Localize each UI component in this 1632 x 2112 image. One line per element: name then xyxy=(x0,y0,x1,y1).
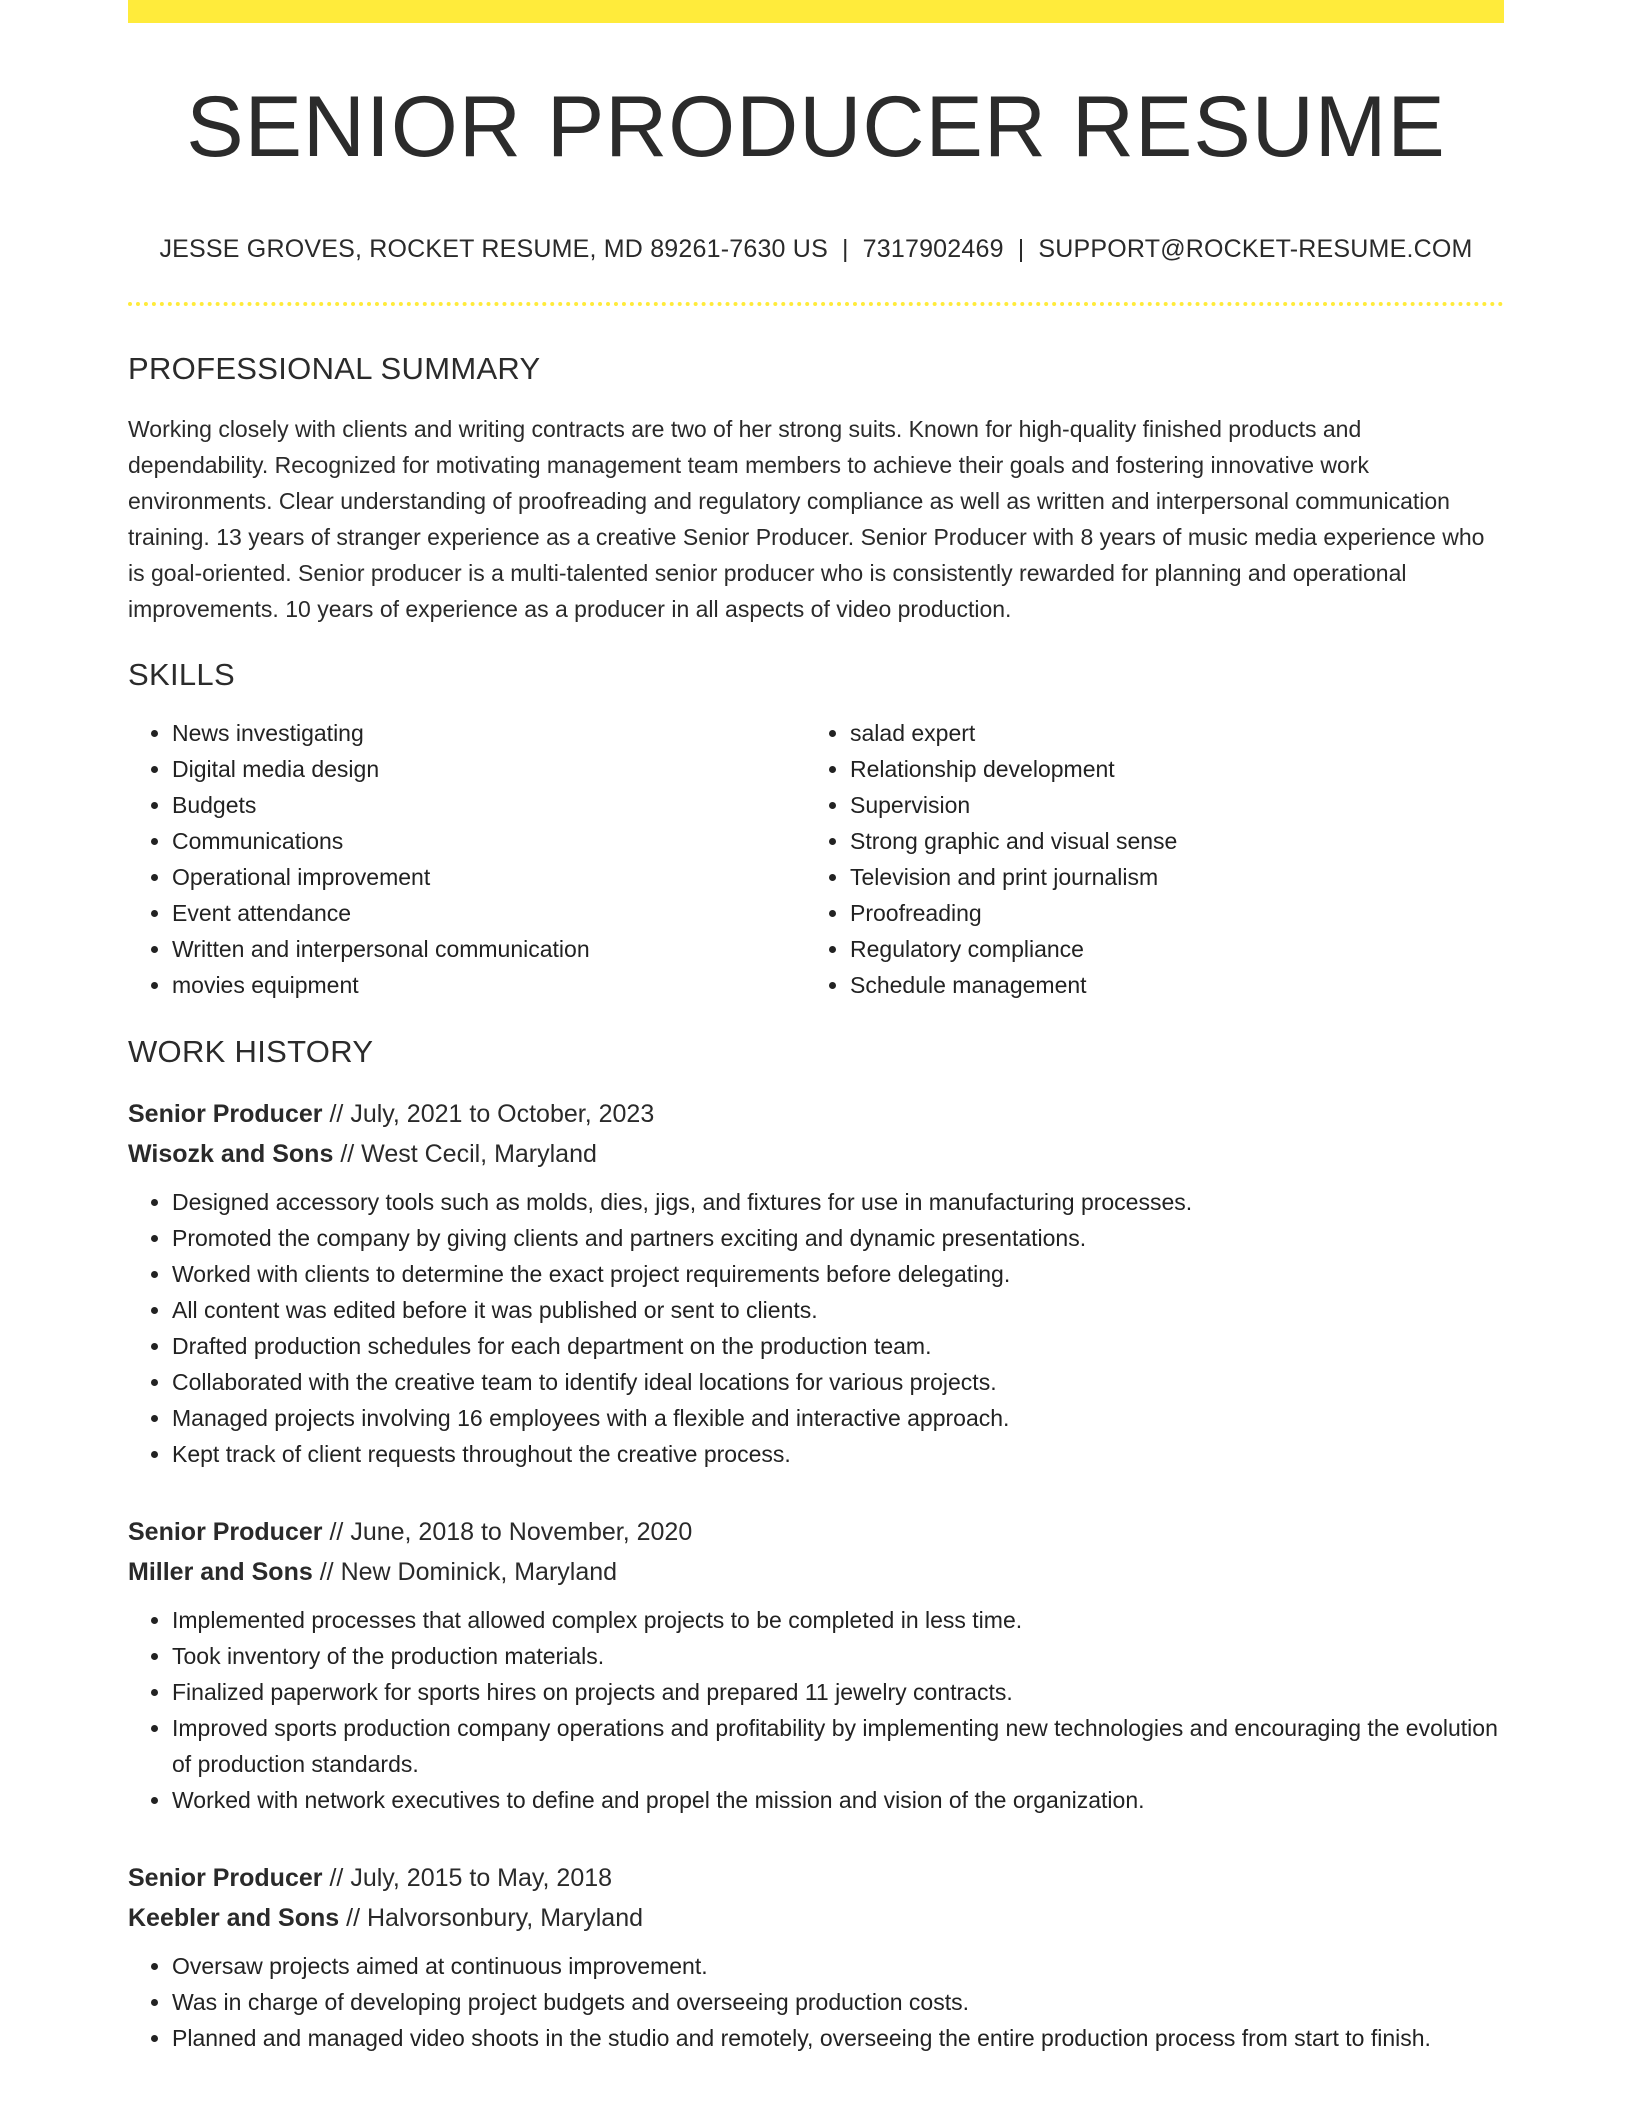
job-bullet: • Planned and managed video shoots in the studio and remotely, overseeing the entire production process from start to finish. xyxy=(172,2020,1504,2056)
contact-separator: | xyxy=(841,235,849,263)
job-location: West Cecil, Maryland xyxy=(361,1140,597,1168)
resume-title: SENIOR PRODUCER RESUME xyxy=(186,79,1446,175)
skill-item: • Operational improvement xyxy=(172,859,806,895)
job-title: Senior Producer xyxy=(128,1864,323,1892)
job-bullet: • Improved sports production company operations and profitability by implementing new technologies and encouraging the evolution of production standards. xyxy=(172,1710,1504,1782)
job-location: Halvorsonbury, Maryland xyxy=(366,1904,644,1932)
skill-item: • Communications xyxy=(172,823,806,859)
job-separator: // xyxy=(319,1558,334,1586)
job-title: Senior Producer xyxy=(128,1518,323,1546)
work-history-heading: WORK HISTORY xyxy=(128,1034,374,1069)
contact-line xyxy=(128,235,1504,264)
job-company: Wisozk and Sons xyxy=(128,1140,334,1168)
skill-item: • Proofreading xyxy=(850,895,1484,931)
skill-item: • Digital media design xyxy=(172,751,806,787)
summary-heading: PROFESSIONAL SUMMARY xyxy=(128,351,541,386)
skill-item: • Supervision xyxy=(850,787,1484,823)
skill-item: • Relationship development xyxy=(850,751,1484,787)
job-bullet: • Was in charge of developing project budgets and overseeing production costs. xyxy=(172,1984,1504,2020)
job-location: New Dominick, Maryland xyxy=(340,1558,618,1586)
job-bullet: • Oversaw projects aimed at continuous improvement. xyxy=(172,1948,1504,1984)
job-title: Senior Producer xyxy=(128,1100,323,1128)
job-company: Miller and Sons xyxy=(128,1558,313,1586)
skill-item: • Regulatory compliance xyxy=(850,931,1484,967)
skill-item: • movies equipment xyxy=(172,967,806,1003)
job-bullet: • Worked with clients to determine the exact project requirements before delegating. xyxy=(172,1256,1504,1292)
job-entry xyxy=(128,1858,1504,2056)
job-bullet: • Designed accessory tools such as molds, dies, jigs, and fixtures for use in manufacturing processes. xyxy=(172,1184,1504,1220)
dotted-divider xyxy=(128,302,1504,306)
job-company-line xyxy=(128,1134,1504,1174)
job-title-line xyxy=(128,1512,1504,1552)
job-bullet: • Promoted the company by giving clients and partners exciting and dynamic presentations. xyxy=(172,1220,1504,1256)
job-separator: // xyxy=(329,1100,344,1128)
job-dates: July, 2021 to October, 2023 xyxy=(350,1100,655,1128)
contact-email: SUPPORT@ROCKET-RESUME.COM xyxy=(1038,235,1473,263)
job-dates: July, 2015 to May, 2018 xyxy=(350,1864,613,1892)
skill-item: • Event attendance xyxy=(172,895,806,931)
accent-bar xyxy=(128,0,1504,23)
contact-separator: | xyxy=(1017,235,1025,263)
job-company-line xyxy=(128,1552,1504,1592)
job-separator: // xyxy=(340,1140,355,1168)
skill-item: • Strong graphic and visual sense xyxy=(850,823,1484,859)
skill-item: • Television and print journalism xyxy=(850,859,1484,895)
job-bullets xyxy=(128,1602,1504,1818)
job-bullet: • Collaborated with the creative team to identify ideal locations for various projects. xyxy=(172,1364,1504,1400)
job-title-line xyxy=(128,1858,1504,1898)
skill-item: • Schedule management xyxy=(850,967,1484,1003)
job-bullet: • All content was edited before it was published or sent to clients. xyxy=(172,1292,1504,1328)
contact-phone: 7317902469 xyxy=(862,235,1004,263)
job-company: Keebler and Sons xyxy=(128,1904,340,1932)
skill-item: • Written and interpersonal communication xyxy=(172,931,806,967)
contact-address: JESSE GROVES, ROCKET RESUME, MD 89261-7630 US xyxy=(159,235,828,263)
job-bullets xyxy=(128,1948,1504,2056)
job-separator: // xyxy=(346,1904,361,1932)
job-company-line xyxy=(128,1898,1504,1938)
job-separator: // xyxy=(329,1864,344,1892)
job-bullet: • Kept track of client requests throughout the creative process. xyxy=(172,1436,1504,1472)
job-entry xyxy=(128,1512,1504,1818)
job-bullet: • Implemented processes that allowed complex projects to be completed in less time. xyxy=(172,1602,1504,1638)
job-dates: June, 2018 to November, 2020 xyxy=(350,1518,693,1546)
job-entry xyxy=(128,1094,1504,1472)
skills-column-right xyxy=(806,715,1484,1003)
skills-column-left xyxy=(128,715,806,1003)
job-bullet: • Drafted production schedules for each department on the production team. xyxy=(172,1328,1504,1364)
job-bullet: • Finalized paperwork for sports hires on projects and prepared 11 jewelry contracts. xyxy=(172,1674,1504,1710)
skills-heading: SKILLS xyxy=(128,657,235,692)
job-bullet: • Worked with network executives to define and propel the mission and vision of the organization. xyxy=(172,1782,1504,1818)
resume-page xyxy=(128,0,1504,2056)
skill-item: • News investigating xyxy=(172,715,806,751)
job-bullet: • Took inventory of the production materials. xyxy=(172,1638,1504,1674)
job-bullets xyxy=(128,1184,1504,1472)
skills-list xyxy=(128,715,1504,1003)
summary-text: Working closely with clients and writing contracts are two of her strong suits. Known for high-quality finished products and dependability. Recognized for motivating management team members to achieve their goals and fostering innovative work environments. Clear understanding of proofreading and regulatory compliance as well as written and interpersonal communication training. 13 years of stranger experience as a creative Senior Producer. Senior Producer with 8 years of music media experience who is goal-oriented. Senior producer is a multi-talented senior producer who is consistently rewarded for planning and operational improvements. 10 years of experience as a producer in all aspects of video production. xyxy=(128,416,1485,622)
skill-item: • Budgets xyxy=(172,787,806,823)
job-title-line xyxy=(128,1094,1504,1134)
job-bullet: • Managed projects involving 16 employees with a flexible and interactive approach. xyxy=(172,1400,1504,1436)
skill-item: • salad expert xyxy=(850,715,1484,751)
job-separator: // xyxy=(329,1518,344,1546)
